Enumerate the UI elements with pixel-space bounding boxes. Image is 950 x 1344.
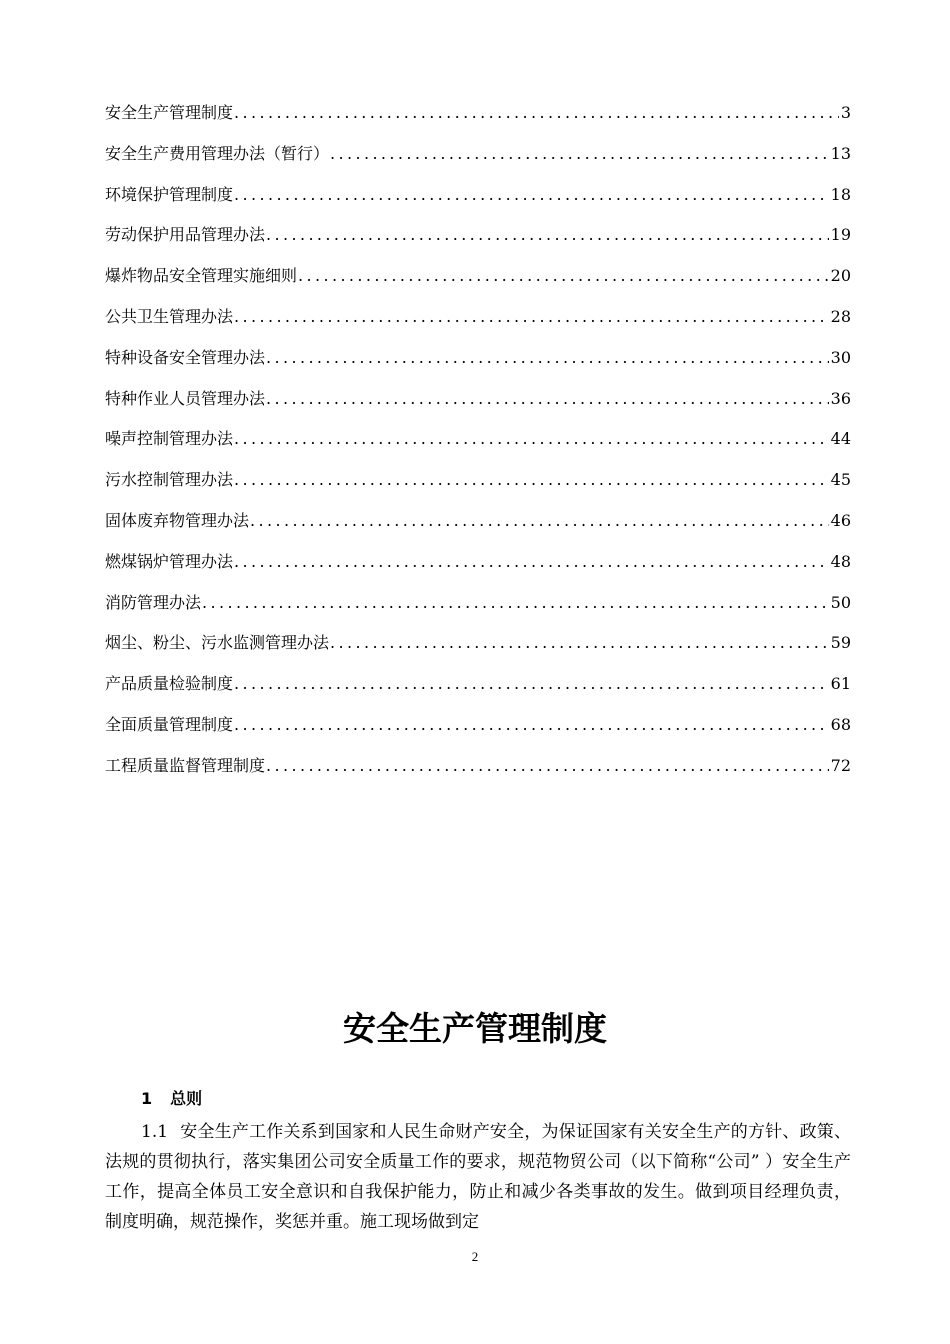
- chapter-title: 总则: [170, 1089, 203, 1108]
- toc-dot-leader: [233, 297, 829, 338]
- toc-dot-leader: [249, 501, 829, 542]
- toc-entry-page: 36: [830, 388, 851, 408]
- toc-entry-title: 安全生产管理制度: [105, 103, 234, 122]
- toc-entry[interactable]: [105, 175, 851, 216]
- toc-entry[interactable]: [105, 542, 851, 583]
- toc-entry-title: 公共卫生管理办法: [105, 306, 234, 326]
- toc-dot-leader: [233, 542, 829, 583]
- toc-entry[interactable]: [105, 460, 851, 501]
- toc-entry-page: 30: [830, 347, 851, 367]
- toc-entry-page: 44: [830, 429, 851, 449]
- toc-entry-title: 烟尘、粉尘、污水监测管理办法: [105, 633, 330, 653]
- clause-paragraph: [105, 1117, 851, 1237]
- section-title: 安全生产管理制度: [343, 1009, 607, 1048]
- toc-entry[interactable]: [105, 705, 851, 746]
- toc-entry-title: 特种作业人员管理办法: [105, 388, 266, 408]
- toc-entry-page: 61: [830, 674, 851, 694]
- toc-entry-title: 环境保护管理制度: [105, 184, 234, 204]
- toc-dot-leader: [233, 419, 829, 460]
- toc-entry-page: 68: [830, 714, 851, 734]
- toc-dot-leader: [201, 583, 829, 624]
- clause-number: 1.1: [141, 1122, 169, 1142]
- toc-dot-leader: [265, 379, 829, 420]
- toc-entry-page: 20: [830, 266, 851, 286]
- toc-entry[interactable]: [105, 501, 851, 542]
- toc-entry-title: 消防管理办法: [105, 592, 202, 612]
- toc-entry[interactable]: [105, 215, 851, 256]
- toc-entry-page: 72: [830, 755, 851, 775]
- toc-dot-leader: [233, 175, 829, 216]
- toc-dot-leader: [329, 623, 829, 664]
- toc-entry-title: 爆炸物品安全管理实施细则: [105, 266, 298, 286]
- toc-entry-page: 46: [830, 510, 851, 530]
- toc-entry-page: 45: [830, 470, 851, 490]
- toc-entry-title: 安全生产费用管理办法（暂行）: [105, 143, 330, 163]
- toc-entry[interactable]: [105, 623, 851, 664]
- toc-entry-title: 特种设备安全管理办法: [105, 347, 266, 367]
- table-of-contents: [105, 93, 851, 787]
- toc-entry-page: 50: [830, 592, 851, 612]
- clause-text: 安全生产工作关系到国家和人民生命财产安全，为保证国家有关安全生产的方针、政策、法规的贯彻执行，落实集团公司安全质量工作的要求，规范物贸公司（以下简称“公司” ）安全生产工作，提高全体员工安全意识和自我保护能力，防止和减少各类事故的发生。做到项目经理负责，制度明确，规范操作，奖惩并重。施工现场做到定: [105, 1122, 851, 1232]
- chapter-heading: [141, 1087, 202, 1111]
- toc-entry-title: 全面质量管理制度: [105, 714, 234, 734]
- toc-entry[interactable]: [105, 419, 851, 460]
- toc-dot-leader: [265, 338, 829, 379]
- toc-entry-page: 18: [830, 184, 851, 204]
- toc-entry[interactable]: [105, 256, 851, 297]
- toc-dot-leader: [233, 93, 839, 134]
- toc-dot-leader: [265, 215, 829, 256]
- chapter-number: 1: [141, 1089, 153, 1108]
- toc-entry-title: 污水控制管理办法: [105, 470, 234, 490]
- toc-entry[interactable]: [105, 134, 851, 175]
- toc-entry[interactable]: [105, 583, 851, 624]
- toc-dot-leader: [233, 705, 829, 746]
- toc-dot-leader: [233, 460, 829, 501]
- toc-entry-page: 28: [830, 306, 851, 326]
- toc-entry[interactable]: [105, 746, 851, 787]
- toc-entry-title: 燃煤锅炉管理办法: [105, 551, 234, 571]
- page-number: 2: [471, 1249, 479, 1264]
- toc-dot-leader: [329, 134, 829, 175]
- toc-entry[interactable]: [105, 297, 851, 338]
- toc-entry-page: 13: [830, 143, 851, 163]
- toc-entry-page: 59: [830, 633, 851, 653]
- toc-entry-page: 48: [830, 551, 851, 571]
- toc-entry[interactable]: [105, 379, 851, 420]
- toc-entry-title: 工程质量监督管理制度: [105, 755, 266, 775]
- toc-dot-leader: [233, 664, 829, 705]
- toc-entry-title: 劳动保护用品管理办法: [105, 225, 266, 245]
- toc-dot-leader: [265, 746, 829, 787]
- toc-entry-page: 3: [840, 103, 851, 122]
- toc-entry-title: 固体废弃物管理办法: [105, 510, 250, 530]
- toc-entry-title: 噪声控制管理办法: [105, 429, 234, 449]
- toc-entry[interactable]: [105, 93, 851, 134]
- toc-entry[interactable]: [105, 338, 851, 379]
- toc-dot-leader: [297, 256, 829, 297]
- toc-entry-title: 产品质量检验制度: [105, 674, 234, 694]
- toc-entry[interactable]: [105, 664, 851, 705]
- toc-entry-page: 19: [830, 225, 851, 245]
